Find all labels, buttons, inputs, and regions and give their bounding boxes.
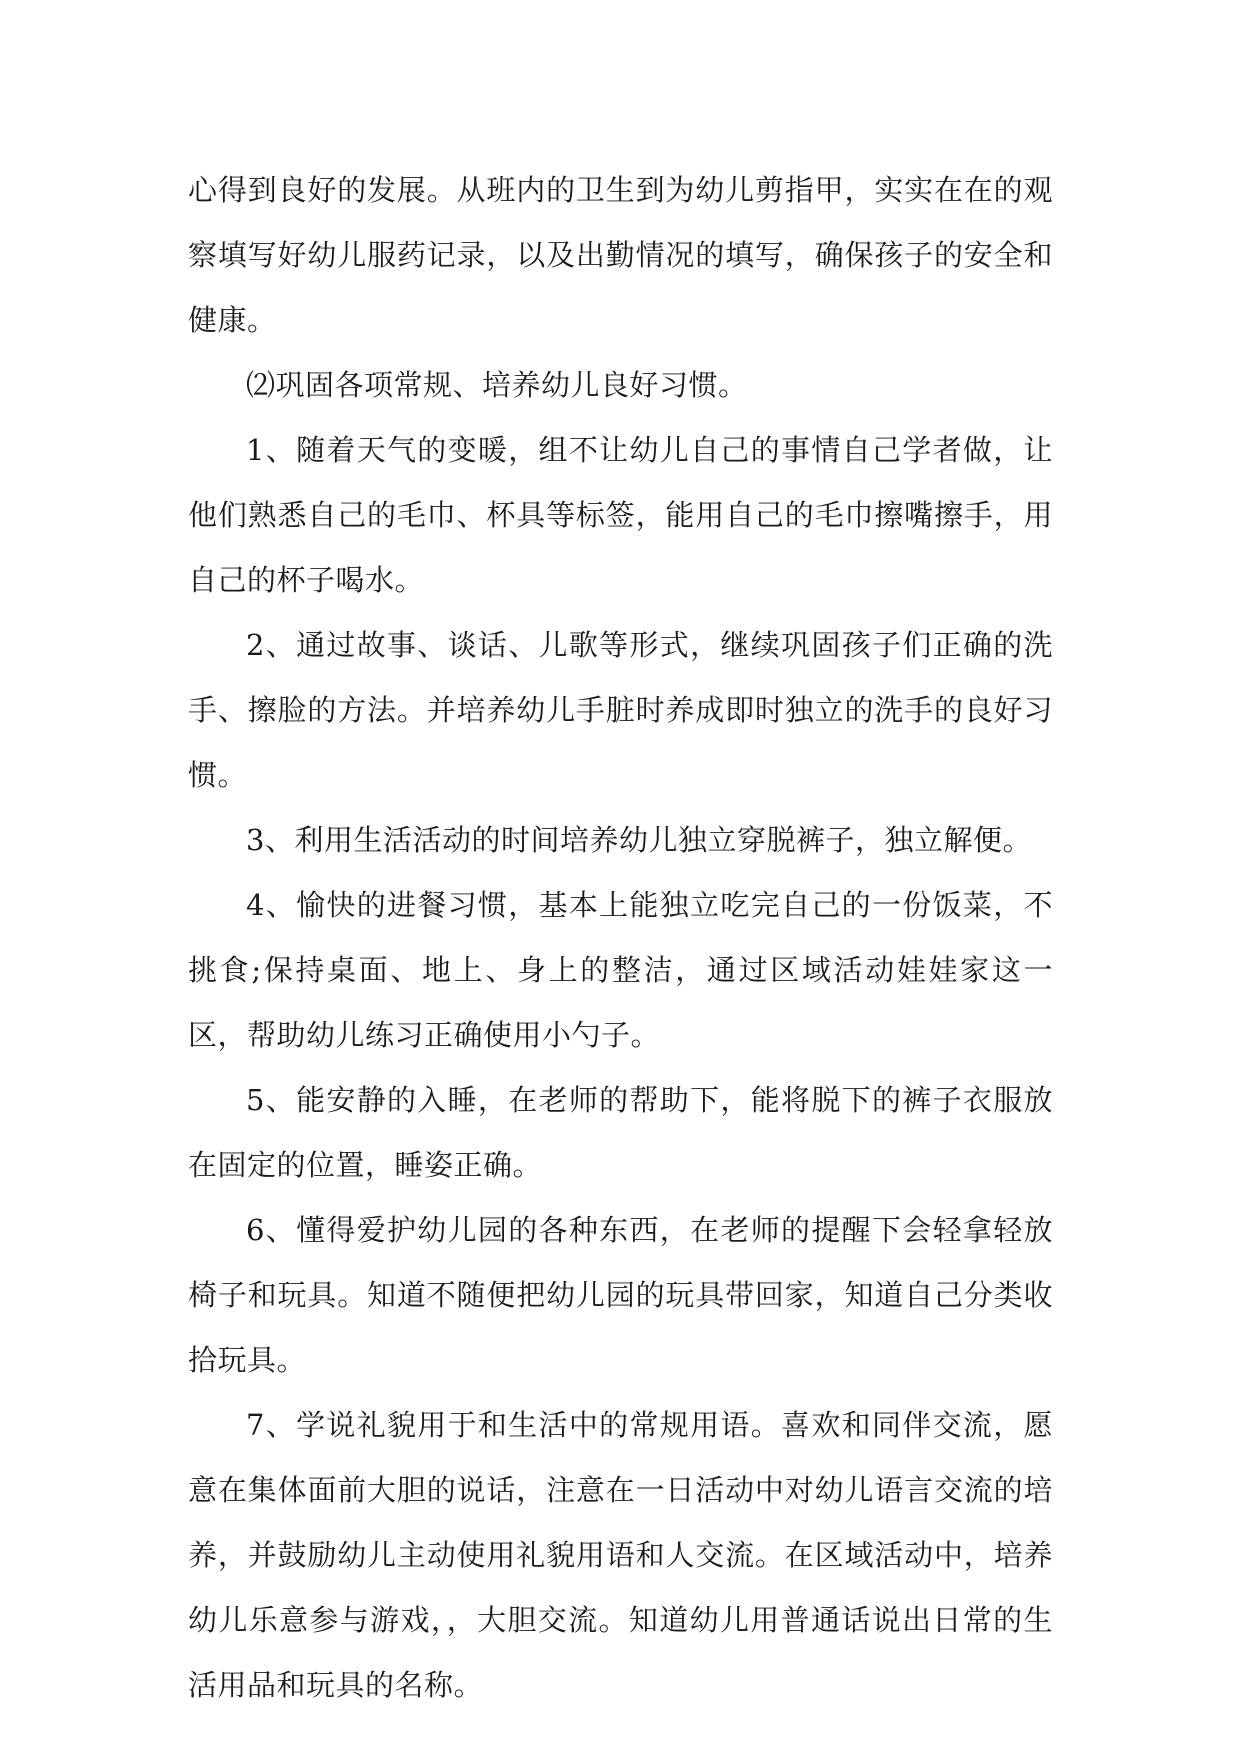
paragraph-item-7: 7、学说礼貌用于和生活中的常规用语。喜欢和同伴交流，愿意在集体面前大胆的说话，注意在一日活动中对幼儿语言交流的培养，并鼓励幼儿主动使用礼貌用语和人交流。在区域活动中，培养幼儿乐意参与游戏，，大胆交流。知道幼儿用普通话说出日常的生活用品和玩具的名称。: [188, 1408, 1053, 1702]
document-body: [188, 158, 1053, 1718]
paragraph-item-4: 4、愉快的进餐习惯，基本上能独立吃完自己的一份饭菜，不挑食;保持桌面、地上、身上的整洁，通过区域活动娃娃家这一区，帮助幼儿练习正确使用小勺子。: [188, 888, 1053, 1052]
paragraph-continuation: 心得到良好的发展。从班内的卫生到为幼儿剪指甲，实实在在的观察填写好幼儿服药记录，以及出勤情况的填写，确保孩子的安全和健康。: [188, 173, 1053, 337]
paragraph-item-2: 2、通过故事、谈话、儿歌等形式，继续巩固孩子们正确的洗手、擦脸的方法。并培养幼儿手脏时养成即时独立的洗手的良好习惯。: [188, 628, 1053, 792]
paragraph-item-6: 6、懂得爱护幼儿园的各种东西，在老师的提醒下会轻拿轻放椅子和玩具。知道不随便把幼儿园的玩具带回家，知道自己分类收拾玩具。: [188, 1213, 1053, 1377]
paragraph-item-1: 1、随着天气的变暖，组不让幼儿自己的事情自己学者做，让他们熟悉自己的毛巾、杯具等标签，能用自己的毛巾擦嘴擦手，用自己的杯子喝水。: [188, 433, 1053, 597]
paragraph-item-5: 5、能安静的入睡，在老师的帮助下，能将脱下的裤子衣服放在固定的位置，睡姿正确。: [188, 1083, 1053, 1182]
paragraph-section-heading: ⑵巩固各项常规、培养幼儿良好习惯。: [246, 368, 748, 402]
paragraph-item-3: 3、利用生活活动的时间培养幼儿独立穿脱裤子，独立解便。: [246, 823, 1032, 857]
